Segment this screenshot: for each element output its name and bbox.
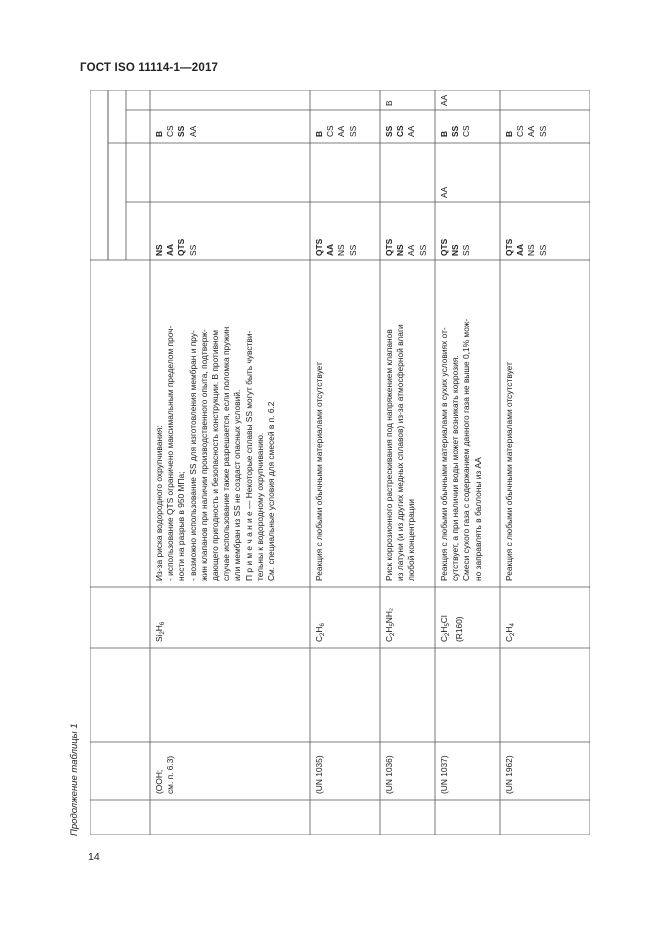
cylinder-a-material: QTS: [176, 238, 187, 256]
page-number: 14: [88, 851, 100, 863]
valve-a-material: B: [439, 130, 449, 137]
cylinder-a-material: NS: [450, 244, 461, 256]
key-text-line: любой концентрации: [406, 499, 417, 581]
formula-text: [439, 615, 454, 642]
cylinder-a-material: SS: [461, 244, 472, 256]
cylinder-a-material: QTS: [384, 238, 394, 256]
cylinder-a-material: AA: [515, 243, 526, 256]
key-text-line: Реакция с любыми обычными материалами отсутствует: [504, 362, 514, 581]
key-text-line: - возможно использование SS для изготовления мембран и пру-: [187, 330, 198, 581]
formula-subscript: 5: [445, 623, 451, 627]
formula-text: [314, 623, 329, 642]
key-text-line: Реакция с любыми обычными материалами отсутствует: [314, 362, 324, 581]
row-key-characteristics: [504, 362, 515, 581]
cylinder-a-material: NS: [336, 244, 347, 256]
cylinder-a-material: NS: [395, 244, 406, 256]
row-valve-a: [314, 125, 359, 137]
row-key-characteristics: [314, 362, 325, 581]
row-valve-a: [504, 125, 549, 137]
cylinder-n-material: AA: [439, 186, 449, 198]
un-number-line: (ООН;: [154, 769, 164, 794]
row-valve-a: [384, 125, 418, 137]
key-text-line: жин клапанов при наличии производственного опыта, подтверж-: [198, 329, 209, 581]
key-text-line: Из-за риска водородного охрупчивания:: [154, 425, 164, 581]
formula-mid: H: [314, 626, 324, 633]
cylinder-a-material: NS: [154, 244, 164, 256]
row-formula: [314, 623, 329, 642]
row-formula: [504, 623, 519, 642]
formula-subscript: 2: [320, 632, 326, 636]
valve-n-material: AA: [439, 94, 449, 106]
formula-text: [154, 622, 169, 642]
formula-base: Si: [154, 634, 164, 642]
valve-n-material: B: [384, 100, 394, 106]
key-text-line: тельны к водородному охрупчиванию.: [254, 432, 265, 581]
row-un-number: [314, 755, 325, 794]
formula-text: [384, 608, 399, 642]
cylinder-a-material: SS: [537, 244, 548, 256]
key-text-line: - использование QTS ограничено максимальным пределом проч-: [165, 325, 176, 581]
row-formula: [154, 622, 169, 642]
row-key-characteristics: [384, 324, 418, 581]
valve-a-material: B: [504, 130, 514, 137]
row-key-characteristics: [439, 319, 484, 581]
cylinder-a-material: SS: [347, 244, 358, 256]
table-continuation-label: Продолжение таблицы 1: [69, 723, 80, 836]
key-text-line: сутствует, а при наличии воды может возникать коррозия.: [450, 355, 461, 581]
row-valve-a: [154, 125, 199, 137]
un-number-line: см. п. 6.3): [165, 755, 176, 794]
row-cylinder-a: [154, 239, 199, 256]
valve-a-material: SS: [450, 125, 461, 137]
formula-subscript: 2: [160, 631, 166, 635]
cylinder-a-material: AA: [325, 243, 336, 256]
formula-text: [504, 623, 519, 642]
cylinder-a-material: QTS: [314, 238, 324, 256]
row-formula: [439, 615, 465, 642]
valve-a-material: CS: [461, 125, 472, 137]
formula-subscript: 4: [510, 623, 516, 627]
valve-a-material: B: [314, 130, 324, 137]
row-key-characteristics: [154, 326, 277, 581]
row-un-number: [504, 755, 515, 794]
key-text-line: но заправлять в баллоны из AA: [472, 457, 483, 581]
valve-a-material: CS: [515, 125, 526, 137]
key-text-line: Риск коррозионного растрескивания под напряжением клапанов: [384, 329, 394, 581]
un-number-line: (UN 1035): [314, 755, 324, 794]
formula-subscript: 5: [390, 623, 396, 627]
document-header: ГОСТ ISO 11114-1—2017: [80, 62, 219, 74]
un-number-line: (UN 1036): [384, 755, 394, 794]
row-cylinder-a: [504, 239, 549, 256]
formula-subscript: 6: [160, 621, 166, 626]
key-text-line: или мембран из SS не создаст опасных условий.: [232, 389, 243, 581]
valve-a-material: SS: [384, 125, 394, 137]
compatibility-table: [90, 90, 590, 835]
valve-a-material: AA: [187, 125, 198, 137]
formula-mid: H: [504, 626, 514, 633]
valve-a-material: CS: [165, 125, 176, 137]
valve-a-material: AA: [526, 125, 537, 137]
row-un-number: [154, 756, 176, 794]
valve-a-material: B: [154, 130, 164, 137]
cylinder-a-material: AA: [165, 243, 176, 256]
un-number-line: (UN 1962): [504, 755, 514, 794]
key-text-line: дающего пригодность и безопасность конструкции. В противном: [210, 329, 221, 581]
row-cylinder-a: [384, 239, 429, 256]
row-cylinder-n: [439, 187, 450, 198]
formula-base: C: [384, 635, 394, 642]
valve-a-material: AA: [406, 125, 417, 137]
row-valve-n: [439, 95, 450, 106]
valve-a-material: SS: [176, 125, 187, 137]
formula-subscript: 2: [390, 632, 396, 636]
formula-note: (R160): [454, 616, 465, 642]
row-un-number: [439, 755, 450, 794]
key-text-line: П р и м е ч а н и е — Некоторые сплавы SS могут быть чувстви-: [243, 330, 254, 581]
cylinder-a-material: AA: [406, 244, 417, 256]
valve-a-material: SS: [347, 125, 358, 137]
un-number-line: (UN 1037): [439, 755, 449, 794]
key-text-line: Смеси сухого газа с содержанием данного газа не выше 0,1% мож-: [461, 318, 472, 581]
row-cylinder-a: [439, 239, 473, 256]
cylinder-a-material: NS: [526, 244, 537, 256]
formula-mid: H: [439, 626, 449, 633]
row-formula: [384, 608, 399, 642]
key-text-line: См. специальные условия для смесей в п. 6.2: [266, 401, 277, 581]
valve-a-material: SS: [537, 125, 548, 137]
cylinder-a-material: SS: [187, 244, 198, 256]
cylinder-a-material: SS: [417, 244, 428, 256]
formula-base: C: [439, 635, 449, 642]
formula-subscript: 2: [445, 632, 451, 636]
cylinder-a-material: QTS: [439, 238, 449, 256]
formula-mid: H: [384, 626, 394, 633]
valve-a-material: CS: [395, 125, 406, 137]
formula-tail: NH₂: [384, 607, 394, 624]
row-valve-n: [384, 100, 395, 106]
formula-mid: H: [154, 625, 164, 632]
key-text-line: Реакция с любыми обычными материалами в сухих условиях от-: [439, 327, 449, 581]
valve-a-material: AA: [336, 125, 347, 137]
formula-base: C: [504, 635, 514, 642]
formula-base: C: [314, 635, 324, 642]
valve-a-material: CS: [325, 125, 336, 137]
key-text-line: из латуни (и из других медных сплавов) из-за атмосферной влаги: [395, 324, 406, 581]
row-cylinder-a: [314, 239, 359, 256]
formula-subscript: 6: [320, 623, 326, 627]
row-valve-a: [439, 125, 473, 137]
formula-tail: Cl: [439, 615, 449, 624]
cylinder-a-material: QTS: [504, 238, 514, 256]
formula-subscript: 2: [510, 632, 516, 636]
key-text-line: случае использование также разрешается, если поломка пружин: [221, 326, 232, 581]
row-un-number: [384, 755, 395, 794]
key-text-line: ности на разрыв в 950 МПа;: [176, 471, 187, 581]
